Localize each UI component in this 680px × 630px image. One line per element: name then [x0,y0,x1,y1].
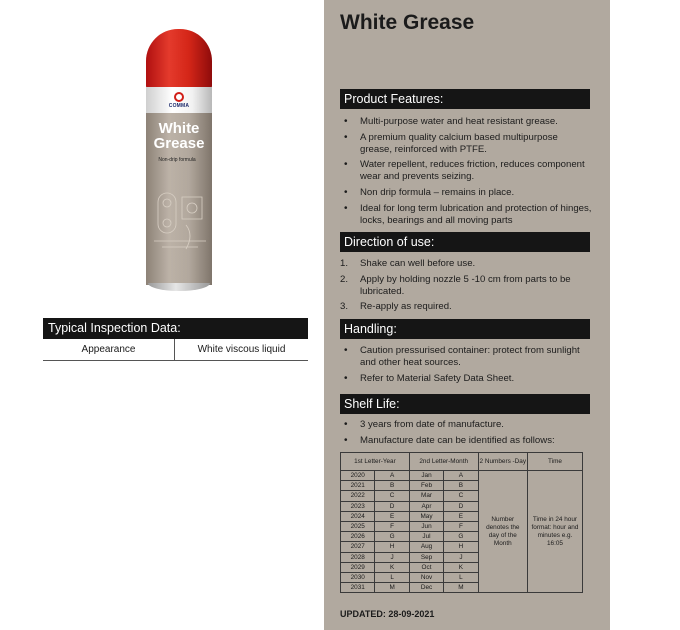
year-letter-cell: A [375,471,409,481]
feature-item: • Water repellent, reduces friction, reduces component wear and prevents seizing. [340,159,592,183]
year-letter-cell: E [375,511,409,521]
step-number: 1. [340,258,349,269]
month-cell: Jan [409,471,443,481]
year-letter-cell: G [375,532,409,542]
month-cell: Sep [409,552,443,562]
inspection-heading: Typical Inspection Data: [43,318,308,339]
header-year: 1st Letter-Year [341,453,410,471]
year-letter-cell: M [375,583,409,593]
brand-name: COMMA [168,103,190,109]
year-letter-cell: L [375,572,409,582]
can-label-line1: White [158,120,200,137]
year-cell: 2031 [341,583,375,593]
can-cap [146,29,212,89]
month-cell: Mar [409,491,443,501]
handling-item: • Refer to Material Safety Data Sheet. [340,373,592,385]
feature-item: • Ideal for long term lubrication and protection of hinges, locks, bearings and all moving parts [340,203,592,227]
month-letter-cell: C [444,491,478,501]
date-code-header-row [341,453,583,471]
shelf-life-item: • Manufacture date can be identified as follows: [340,435,592,447]
month-letter-cell: B [444,481,478,491]
can-label-title [146,121,212,151]
month-letter-cell: E [444,511,478,521]
year-cell: 2020 [341,471,375,481]
year-cell: 2030 [341,572,375,582]
month-letter-cell: G [444,532,478,542]
month-letter-cell: A [444,471,478,481]
can-base [148,283,210,291]
direction-step [340,258,592,270]
month-letter-cell: F [444,521,478,531]
product-info-panel [324,0,610,630]
year-letter-cell: F [375,521,409,531]
year-cell: 2022 [341,491,375,501]
step-number: 3. [340,301,349,313]
year-letter-cell: C [375,491,409,501]
year-letter-cell: D [375,501,409,511]
header-time: Time [527,453,582,471]
inspection-property: Appearance [43,339,175,360]
month-cell: May [409,511,443,521]
step-text: Apply by holding nozzle 5 -10 cm from parts to be lubricated. [360,273,571,297]
inspection-value: White viscous liquid [197,344,286,355]
year-letter-cell: J [375,552,409,562]
shelf-life-heading: Shelf Life: [340,394,590,414]
month-cell: Nov [409,572,443,582]
month-cell: Feb [409,481,443,491]
month-cell: Dec [409,583,443,593]
month-letter-cell: H [444,542,478,552]
handling-list [340,345,592,388]
month-letter-cell: K [444,562,478,572]
can-label-line2: Grease [153,135,205,152]
year-cell: 2025 [341,521,375,531]
step-text: Re-apply as required. [360,301,452,313]
shelf-life-item: • 3 years from date of manufacture. [340,419,592,431]
date-code-table [340,452,583,593]
inspection-data-section [43,318,308,361]
features-heading: Product Features: [340,89,590,109]
year-cell: 2026 [341,532,375,542]
feature-item: • Multi-purpose water and heat resistant grease. [340,116,592,128]
inspection-row [43,339,308,361]
year-cell: 2021 [341,481,375,491]
direction-heading: Direction of use: [340,232,590,252]
product-title: White Grease [340,11,475,34]
day-note-cell: Number denotes the day of the Month [478,471,527,593]
can-label-sub: Non-drip formula [158,157,196,163]
shelf-life-list [340,419,592,451]
year-cell: 2029 [341,562,375,572]
month-letter-cell: D [444,501,478,511]
feature-item: • Non drip formula – remains in place. [340,187,592,199]
logo-ring-icon [174,92,184,102]
month-letter-cell: L [444,572,478,582]
month-cell: Oct [409,562,443,572]
header-day: 2 Numbers -Day [478,453,527,471]
month-cell: Jun [409,521,443,531]
step-text: Shake can well before use. [360,258,476,269]
direction-steps [340,258,592,317]
month-cell: Aug [409,542,443,552]
features-list [340,116,592,230]
can-hinge-diagram [152,189,208,261]
header-month: 2nd Letter-Month [409,453,478,471]
handling-item: • Caution pressurised container: protect from sunlight and other heat sources. [340,345,592,369]
handling-heading: Handling: [340,319,590,339]
step-number: 2. [340,273,349,285]
direction-step [340,274,592,298]
month-cell: Jul [409,532,443,542]
brand-logo [164,92,194,109]
year-cell: 2024 [341,511,375,521]
time-note-cell: Time in 24 hour format: hour and minutes e.g. 16:05 [527,471,582,593]
year-cell: 2027 [341,542,375,552]
year-letter-cell: B [375,481,409,491]
month-letter-cell: M [444,583,478,593]
year-letter-cell: H [375,542,409,552]
direction-step [340,301,592,313]
year-letter-cell: K [375,562,409,572]
year-cell: 2023 [341,501,375,511]
feature-item: • A premium quality calcium based multipurpose grease, reinforced with PTFE. [340,132,592,156]
updated-date: UPDATED: 28-09-2021 [340,609,435,619]
month-cell: Apr [409,501,443,511]
table-row [341,471,583,481]
month-letter-cell: J [444,552,478,562]
product-can-image [146,29,212,291]
year-cell: 2028 [341,552,375,562]
